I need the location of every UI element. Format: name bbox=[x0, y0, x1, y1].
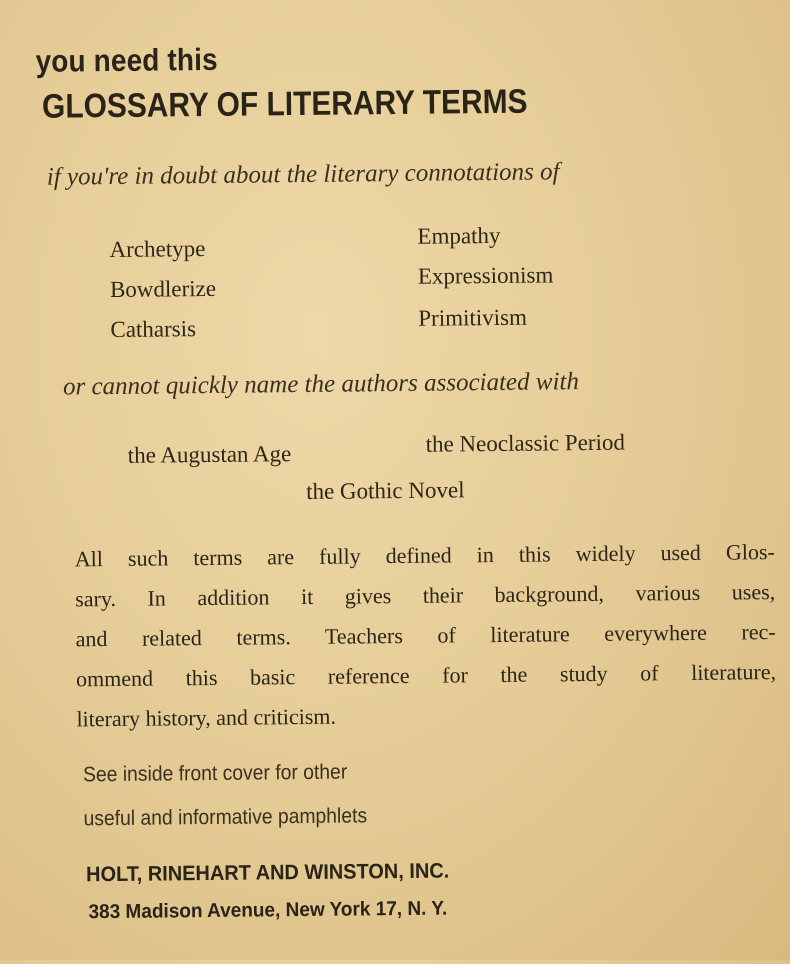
term-archetype: Archetype bbox=[109, 236, 206, 263]
note-line: useful and informative pamphlets bbox=[83, 804, 368, 831]
description-line: and related terms. Teachers of literature everywhere rec- bbox=[75, 619, 776, 652]
term-empathy: Empathy bbox=[417, 222, 501, 249]
terms-intro: if you're in doubt about the literary connotations of bbox=[46, 158, 560, 191]
publisher-address: 383 Madison Avenue, New York 17, N. Y. bbox=[88, 897, 448, 924]
period-gothic-novel: the Gothic Novel bbox=[305, 477, 465, 504]
description-paragraph bbox=[75, 532, 777, 739]
description-line: literary history, and criticism. bbox=[76, 703, 337, 732]
description-line: ommend this basic reference for the study of literature, bbox=[75, 659, 777, 692]
period-neoclassic: the Neoclassic Period bbox=[425, 429, 626, 457]
term-bowdlerize: Bowdlerize bbox=[109, 275, 217, 303]
page-title: GLOSSARY OF LITERARY TERMS bbox=[41, 82, 528, 126]
publisher-name: HOLT, RINEHART AND WINSTON, INC. bbox=[85, 859, 450, 887]
term-expressionism: Expressionism bbox=[417, 262, 554, 289]
description-line: All such terms are fully defined in this widely used Glos- bbox=[74, 539, 775, 572]
header-tagline: you need this bbox=[35, 41, 218, 79]
period-augustan-age: the Augustan Age bbox=[127, 441, 292, 468]
authors-intro: or cannot quickly name the authors associated with bbox=[62, 368, 580, 401]
description-line: sary. In addition it gives their background, various uses, bbox=[75, 579, 776, 612]
term-primitivism: Primitivism bbox=[418, 304, 528, 331]
term-catharsis: Catharsis bbox=[110, 316, 197, 343]
note-line: See inside front cover for other bbox=[82, 760, 348, 787]
